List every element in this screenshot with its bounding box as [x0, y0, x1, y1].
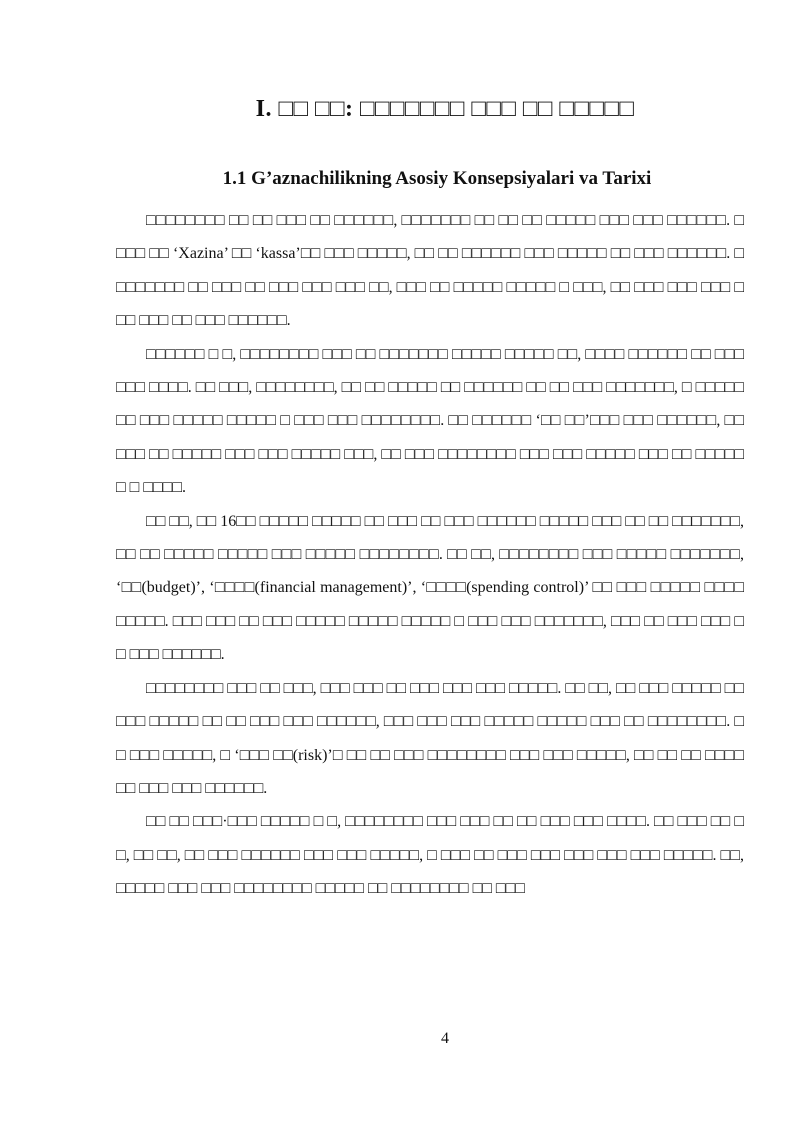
- paragraph-1: □□□□□□□□ □□ □□ □□□ □□ □□□□□□, □□□□□□□ □□ □□ □□ □□□□□ □□□ □□□ □□□□□□. □ □□□ □□ ‘Xazina’ □□ ‘kassa’□□ □□□ □□□□□, □□ □□ □□□□□□ □□□ □□□□□ □□ □□□ □□□□□□. □□□□□□□□ □□ □□□ □□ □□□ □□□ □□□ □□, □□□ □□ □□□□□ □□□□□ □ □□□, □□ □□□ □□□ □□□ □□□ □□□ □□ □□□ □□□□□□.: [116, 212, 744, 330]
- chapter-title: I. □□ □□: □□□□□□□ □□□ □□ □□□□□: [255, 96, 635, 123]
- body-text: [116, 204, 744, 906]
- paragraph-2: □□□□□□ □ □, □□□□□□□□ □□□ □□ □□□□□□□ □□□□□ □□□□□ □□, □□□□ □□□□□□ □□ □□□□□□ □□□□. □□ □□□, □□□□□□□□, □□ □□ □□□□□ □□ □□□□□□ □□ □□ □□□ □□□□□□□, □ □□□□□ □□ □□□ □□□□□ □□□□□ □ □□□ □□□ □□□□□□□□. □□ □□□□□□ ‘□□ □□’□□□ □□□ □□□□□□, □□ □□□ □□ □□□□□ □□□ □□□ □□□□□ □□□, □□ □□□ □□□□□□□□ □□□ □□□ □□□□□ □□□ □□ □□□□□ □ □ □□□□.: [116, 345, 744, 497]
- paragraph-3: □□ □□, □□ 16□□ □□□□□ □□□□□ □□ □□□ □□ □□□ □□□□□□ □□□□□ □□□ □□ □□ □□□□□□□, □□ □□ □□□□□ □□□□□ □□□ □□□□□ □□□□□□□□. □□ □□, □□□□□□□□ □□□ □□□□□ □□□□□□□, ‘□□(budget)’, ‘□□□□(financial management)’, ‘□□□□(spending control)’ □□ □□□ □□□□□ □□□□□□□□□. □□□ □□□ □□ □□□ □□□□□ □□□□□ □□□□□ □ □□□ □□□ □□□□□□□, □□□ □□ □□□ □□□ □□ □□□ □□□□□□.: [116, 512, 744, 664]
- section-title: 1.1 G’aznachilikning Asosiy Konsepsiyalari va Tarixi: [222, 167, 652, 189]
- paragraph-4: □□□□□□□□ □□□ □□ □□□, □□□ □□□ □□ □□□ □□□ □□□ □□□□□. □□ □□, □□ □□□ □□□□□ □□□□□ □□□□□ □□ □□ □□□ □□□ □□□□□□, □□□ □□□ □□□ □□□□□ □□□□□ □□□ □□ □□□□□□□□. □□ □□□ □□□□□, □ ‘□□□ □□(risk)’□ □□ □□ □□□ □□□□□□□□ □□□ □□□ □□□□□, □□ □□ □□ □□□□□□ □□□ □□□ □□□□□□.: [116, 679, 744, 797]
- page-number: 4: [441, 1030, 449, 1047]
- paragraph-5: □□ □□ □□□·□□□ □□□□□ □ □, □□□□□□□□ □□□ □□□ □□ □□ □□□ □□□ □□□□. □□ □□□ □□ □□, □□ □□, □□ □□□ □□□□□□ □□□ □□□ □□□□□, □ □□□ □□ □□□ □□□ □□□ □□□ □□□ □□□□□. □□, □□□□□ □□□ □□□ □□□□□□□□ □□□□□ □□ □□□□□□□□ □□ □□□: [116, 813, 744, 898]
